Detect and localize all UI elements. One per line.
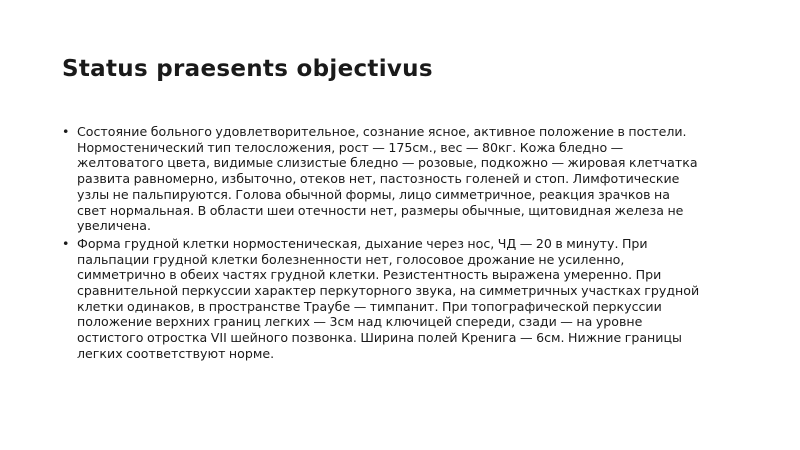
bullet-item <box>62 124 702 234</box>
bullet-icon: • <box>62 235 70 251</box>
bullet-text: Форма грудной клетки нормостеническая, дыхание через нос, ЧД — 20 в минуту. При пальпации грудной клетки болезненности нет, голосовое дрожание не усиленно, симметрично в обеих частях грудной клетки. Резистентность выражена умеренно. При сравнительной перкуссии характер перкуторного звука, на симметричных участках грудной клетки одинаков, в пространстве Траубе — тимпанит. При топографической перкуссии положение верхних границ легких — 3см над ключицей спереди, сзади — на уровне остистого отростка VII шейного позвонка. Ширина полей Кренига — 6см. Нижние границы легких соответствуют норме. <box>77 235 700 361</box>
bullet-list <box>62 124 702 364</box>
slide-title: Status praesents objectivus <box>62 56 433 82</box>
bullet-text: Состояние больного удовлетворительное, сознание ясное, активное положение в постели. Нормостенический тип телосложения, рост — 175см., вес — 80кг. Кожа бледно — желтоватого цвета, видимые слизистые бледно — розовые, подкожно — жировая клетчатка развита равномерно, избыточно, отеков нет, пастозность голеней и стоп. Лимфотические узлы не пальпируются. Голова обычной формы, лицо симметричное, реакция зрачков на свет нормальная. В области шеи отечности нет, размеры обычные, щитовидная железа не увеличена. <box>77 124 698 234</box>
bullet-icon: • <box>62 124 70 139</box>
bullet-item <box>62 236 702 362</box>
